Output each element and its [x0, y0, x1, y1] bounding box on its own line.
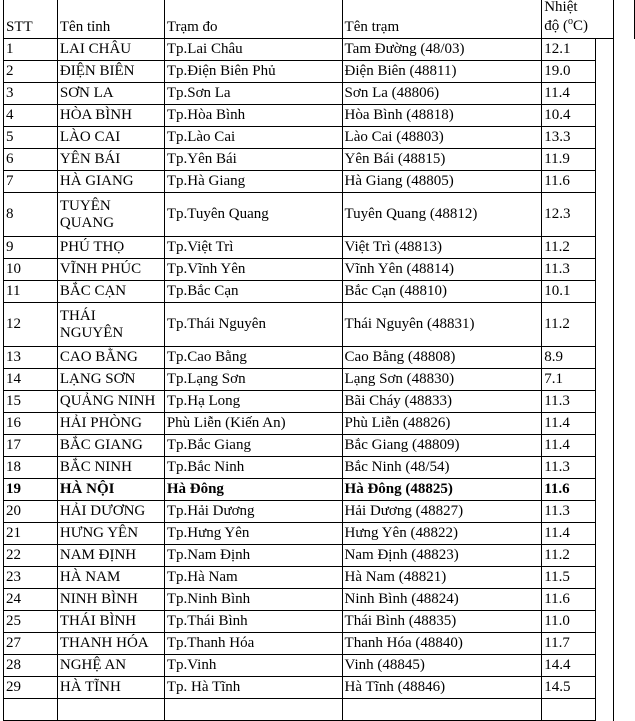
cell-province: QUẢNG NINH [57, 391, 164, 413]
cell-stt: 23 [4, 567, 58, 589]
table-row-partial [4, 699, 635, 721]
cell-stt: 1 [4, 39, 58, 61]
cell-station: Thái Bình (48835) [342, 611, 542, 633]
cell-city: Tp.Bắc Giang [164, 435, 342, 457]
cell-city: Tp.Bắc Ninh [164, 457, 342, 479]
cell-city: Tp.Vinh [164, 655, 342, 677]
table-row [4, 523, 635, 545]
cell-province: HƯNG YÊN [57, 523, 164, 545]
header-temp-line2-post: C) [572, 18, 588, 34]
cell-stt: 2 [4, 61, 58, 83]
cell-blank [596, 545, 614, 567]
cell-city: Tp.Việt Trì [164, 237, 342, 259]
cell-province: TUYÊN QUANG [57, 193, 164, 237]
header-temp-line2-pre: độ ( [544, 18, 568, 34]
cell-province: LÀO CAI [57, 127, 164, 149]
cell-province: HÀ TĨNH [57, 677, 164, 699]
cell-station: Tuyên Quang (48812) [342, 193, 542, 237]
cell-city: Tp.Hưng Yên [164, 523, 342, 545]
cell-station: Bãi Cháy (48833) [342, 391, 542, 413]
cell-stt: 9 [4, 237, 58, 259]
cell-station: Bắc Ninh (48/54) [342, 457, 542, 479]
cell-blank [596, 677, 614, 699]
cell-province: LẠNG SƠN [57, 369, 164, 391]
cell-blank [596, 127, 614, 149]
table-body [4, 0, 635, 721]
cell-blank [596, 611, 614, 633]
cell-blank [596, 39, 614, 61]
cell-temperature: 11.3 [542, 259, 596, 281]
cell-temperature: 11.3 [542, 391, 596, 413]
cell-province: PHÚ THỌ [57, 237, 164, 259]
cell-stt: 7 [4, 171, 58, 193]
cell-blank [596, 501, 614, 523]
cell-blank [596, 171, 614, 193]
cell-stt: 10 [4, 259, 58, 281]
cell-city: Tp.Ninh Bình [164, 589, 342, 611]
cell-city: Tp.Thái Nguyên [164, 303, 342, 347]
cell-stt: 27 [4, 633, 58, 655]
cell-city: Tp.Hải Dương [164, 501, 342, 523]
cell-blank [596, 281, 614, 303]
cell-city: Tp.Bắc Cạn [164, 281, 342, 303]
cell-station: Lào Cai (48803) [342, 127, 542, 149]
cell-temperature: 10.4 [542, 105, 596, 127]
cell-stt: 8 [4, 193, 58, 237]
table-row [4, 545, 635, 567]
cell-stt: 6 [4, 149, 58, 171]
table-row [4, 677, 635, 699]
cell-temperature: 11.6 [542, 171, 596, 193]
cell-city: Tp.Nam Định [164, 545, 342, 567]
table-row [4, 127, 635, 149]
table-row [4, 457, 635, 479]
cell-stt: 13 [4, 347, 58, 369]
cell-blank [596, 61, 614, 83]
cell-station: Thanh Hóa (48840) [342, 633, 542, 655]
cell-temperature: 11.4 [542, 435, 596, 457]
cell-province: HÀ NAM [57, 567, 164, 589]
cell-city: Tp.Thái Bình [164, 611, 342, 633]
header-province: Tên tỉnh [57, 0, 164, 39]
table-row [4, 501, 635, 523]
cell-stt: 3 [4, 83, 58, 105]
cell-province: ĐIỆN BIÊN [57, 61, 164, 83]
cell-empty [57, 699, 164, 721]
cell-city: Tp.Lai Châu [164, 39, 342, 61]
header-blank [614, 0, 635, 39]
cell-blank [596, 105, 614, 127]
table-row [4, 479, 635, 501]
cell-station: Điện Biên (48811) [342, 61, 542, 83]
cell-temperature: 12.1 [542, 39, 596, 61]
cell-province: HÀ GIANG [57, 171, 164, 193]
cell-empty [164, 699, 342, 721]
cell-stt: 21 [4, 523, 58, 545]
cell-stt: 20 [4, 501, 58, 523]
cell-province: HẢI DƯƠNG [57, 501, 164, 523]
cell-blank [596, 347, 614, 369]
cell-station: Việt Trì (48813) [342, 237, 542, 259]
cell-blank [596, 523, 614, 545]
cell-stt: 19 [4, 479, 58, 501]
cell-stt: 29 [4, 677, 58, 699]
cell-station: Yên Bái (48815) [342, 149, 542, 171]
cell-city: Tp.Tuyên Quang [164, 193, 342, 237]
table-row [4, 61, 635, 83]
cell-province: VĨNH PHÚC [57, 259, 164, 281]
cell-city: Phù Liễn (Kiến An) [164, 413, 342, 435]
cell-station: Vinh (48845) [342, 655, 542, 677]
cell-blank [596, 567, 614, 589]
cell-blank [596, 457, 614, 479]
table-row [4, 347, 635, 369]
cell-province: BẮC GIANG [57, 435, 164, 457]
cell-empty [4, 699, 58, 721]
cell-blank [596, 303, 614, 347]
cell-station: Hà Tĩnh (48846) [342, 677, 542, 699]
cell-station: Bắc Giang (48809) [342, 435, 542, 457]
cell-station: Hòa Bình (48818) [342, 105, 542, 127]
cell-blank [596, 83, 614, 105]
cell-blank [596, 237, 614, 259]
cell-province: SƠN LA [57, 83, 164, 105]
cell-blank [596, 413, 614, 435]
table-row [4, 611, 635, 633]
cell-city: Tp.Lào Cai [164, 127, 342, 149]
cell-province: BẮC NINH [57, 457, 164, 479]
cell-city: Tp.Hạ Long [164, 391, 342, 413]
cell-blank [596, 655, 614, 677]
cell-stt: 24 [4, 589, 58, 611]
cell-stt: 5 [4, 127, 58, 149]
cell-province: THÁI NGUYÊN [57, 303, 164, 347]
cell-province: HÒA BÌNH [57, 105, 164, 127]
cell-province: THÁI BÌNH [57, 611, 164, 633]
table-row [4, 303, 635, 347]
cell-city: Tp.Điện Biên Phủ [164, 61, 342, 83]
cell-province: CAO BẰNG [57, 347, 164, 369]
cell-blank [596, 193, 614, 237]
cell-station: Nam Định (48823) [342, 545, 542, 567]
cell-city: Tp.Hà Nam [164, 567, 342, 589]
cell-station: Bắc Cạn (48810) [342, 281, 542, 303]
table-row [4, 259, 635, 281]
cell-station: Thái Nguyên (48831) [342, 303, 542, 347]
table-row [4, 369, 635, 391]
cell-temperature: 11.9 [542, 149, 596, 171]
cell-temperature: 11.7 [542, 633, 596, 655]
table-row [4, 105, 635, 127]
cell-blank [596, 589, 614, 611]
cell-temperature: 13.3 [542, 127, 596, 149]
cell-stt: 15 [4, 391, 58, 413]
cell-blank [596, 633, 614, 655]
cell-temperature: 11.0 [542, 611, 596, 633]
cell-city: Tp.Vĩnh Yên [164, 259, 342, 281]
table-row [4, 567, 635, 589]
cell-temperature: 11.6 [542, 479, 596, 501]
cell-temperature: 11.2 [542, 545, 596, 567]
cell-stt: 18 [4, 457, 58, 479]
cell-station: Hà Đông (48825) [342, 479, 542, 501]
cell-city: Tp.Hòa Bình [164, 105, 342, 127]
cell-empty [342, 699, 542, 721]
cell-province: THANH HÓA [57, 633, 164, 655]
cell-temperature: 10.1 [542, 281, 596, 303]
cell-stt: 11 [4, 281, 58, 303]
cell-station: Ninh Bình (48824) [342, 589, 542, 611]
cell-stt: 25 [4, 611, 58, 633]
cell-station: Phù Liễn (48826) [342, 413, 542, 435]
cell-station: Vĩnh Yên (48814) [342, 259, 542, 281]
cell-temperature: 11.4 [542, 413, 596, 435]
header-station: Tên trạm [342, 0, 542, 39]
cell-temperature: 11.4 [542, 523, 596, 545]
table-row [4, 39, 635, 61]
cell-station: Hưng Yên (48822) [342, 523, 542, 545]
cell-temperature: 12.3 [542, 193, 596, 237]
cell-stt: 22 [4, 545, 58, 567]
cell-blank [596, 391, 614, 413]
table-row [4, 193, 635, 237]
table-row [4, 633, 635, 655]
table-row [4, 281, 635, 303]
cell-temperature: 7.1 [542, 369, 596, 391]
table-row [4, 237, 635, 259]
cell-temperature: 11.2 [542, 303, 596, 347]
cell-city: Tp.Yên Bái [164, 149, 342, 171]
table-row [4, 589, 635, 611]
table-row [4, 83, 635, 105]
cell-station: Sơn La (48806) [342, 83, 542, 105]
header-stt: STT [4, 0, 58, 39]
cell-temperature: 19.0 [542, 61, 596, 83]
cell-province: YÊN BÁI [57, 149, 164, 171]
table-row [4, 655, 635, 677]
table-row [4, 391, 635, 413]
cell-temperature: 8.9 [542, 347, 596, 369]
cell-temperature: 14.5 [542, 677, 596, 699]
table-row [4, 171, 635, 193]
cell-temperature: 11.2 [542, 237, 596, 259]
cell-temperature: 11.3 [542, 457, 596, 479]
cell-city: Hà Đông [164, 479, 342, 501]
cell-stt: 16 [4, 413, 58, 435]
table-row [4, 413, 635, 435]
cell-blank [596, 435, 614, 457]
cell-city: Tp.Lạng Sơn [164, 369, 342, 391]
header-temp-degree: o [567, 16, 573, 27]
cell-city: Tp.Sơn La [164, 83, 342, 105]
cell-province: NINH BÌNH [57, 589, 164, 611]
cell-station: Hải Dương (48827) [342, 501, 542, 523]
cell-blank [596, 149, 614, 171]
cell-temperature: 14.4 [542, 655, 596, 677]
cell-province: BẮC CẠN [57, 281, 164, 303]
cell-province: HẢI PHÒNG [57, 413, 164, 435]
cell-province: LAI CHÂU [57, 39, 164, 61]
cell-temperature: 11.3 [542, 501, 596, 523]
header-city: Trạm đo [164, 0, 342, 39]
cell-province: NGHỆ AN [57, 655, 164, 677]
cell-city: Tp.Hà Giang [164, 171, 342, 193]
cell-blank [596, 369, 614, 391]
cell-temperature: 11.6 [542, 589, 596, 611]
cell-station: Cao Bằng (48808) [342, 347, 542, 369]
cell-station: Tam Đường (48/03) [342, 39, 542, 61]
cell-blank [596, 259, 614, 281]
cell-stt: 28 [4, 655, 58, 677]
cell-stt: 14 [4, 369, 58, 391]
temperature-table [3, 0, 635, 721]
cell-city: Tp.Thanh Hóa [164, 633, 342, 655]
cell-province: NAM ĐỊNH [57, 545, 164, 567]
cell-city: Tp.Cao Bằng [164, 347, 342, 369]
cell-temperature: 11.4 [542, 83, 596, 105]
table-row [4, 435, 635, 457]
cell-blank [596, 699, 614, 721]
cell-city: Tp. Hà Tĩnh [164, 677, 342, 699]
header-row [4, 0, 635, 39]
header-temp-line1: Nhiệt [544, 0, 578, 15]
cell-blank [596, 479, 614, 501]
cell-station: Hà Giang (48805) [342, 171, 542, 193]
cell-province: HÀ NỘI [57, 479, 164, 501]
cell-stt: 17 [4, 435, 58, 457]
cell-station: Hà Nam (48821) [342, 567, 542, 589]
table-row [4, 149, 635, 171]
cell-temperature: 11.5 [542, 567, 596, 589]
header-temperature [542, 0, 614, 39]
cell-empty [542, 699, 596, 721]
cell-stt: 12 [4, 303, 58, 347]
cell-stt: 4 [4, 105, 58, 127]
cell-station: Lạng Sơn (48830) [342, 369, 542, 391]
